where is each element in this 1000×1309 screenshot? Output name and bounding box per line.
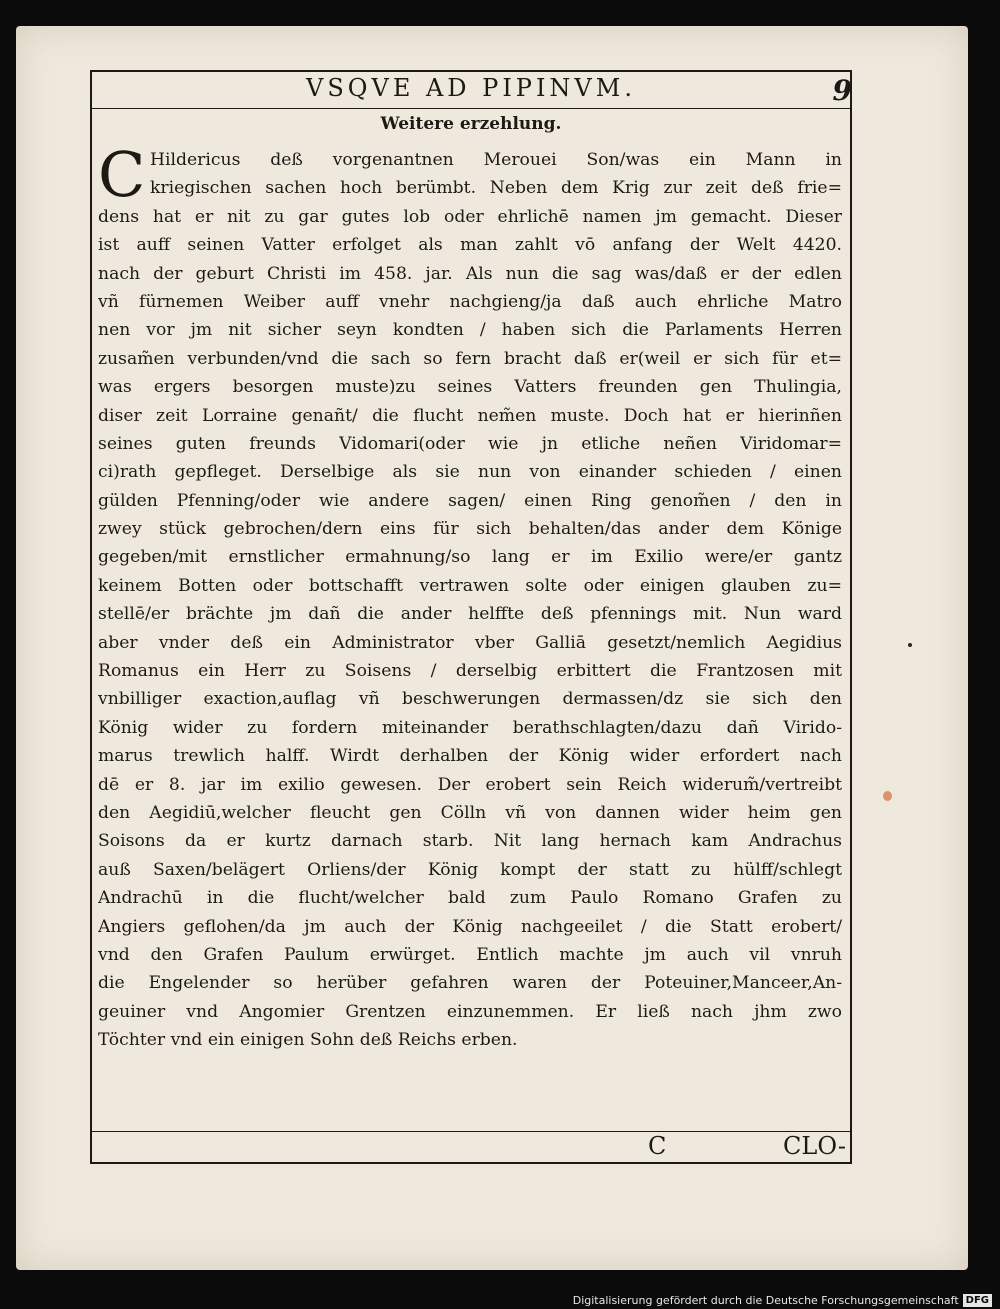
text-line: ci)rath gepfleget. Derselbige als sie nun von einander schieden / einen (98, 462, 842, 483)
text-line: ist auff seinen Vatter erfolget als man zahlt vō anfang der Welt 4420. (98, 235, 842, 256)
text-line: Andrachū in die flucht/welcher bald zum Paulo Romano Grafen zu (98, 888, 842, 909)
drop-cap: C (98, 138, 146, 211)
footer-rule (92, 1131, 850, 1132)
running-title: VSQVE AD PIPINVM. (306, 74, 636, 102)
dfg-logo: DFG (963, 1294, 992, 1307)
text-line: zusam̃en verbunden/vnd die sach so fern bracht daß er(weil er sich für et= (98, 348, 842, 369)
text-line: Töchter vnd ein einigen Sohn deß Reichs erben. (98, 1030, 518, 1051)
text-line: gegeben/mit ernstlicher ermahnung/so lang er im Exilio were/er gantz (98, 547, 842, 568)
text-line: seines guten freunds Vidomari(oder wie jn etliche neñen Viridomar= (98, 433, 842, 454)
text-line: diser zeit Lorraine genañt/ die flucht nem̃en muste. Doch hat er hierinñen (98, 405, 842, 426)
text-line: die Engelender so herüber gefahren waren der Poteuiner,Manceer,An- (98, 973, 842, 994)
text-line: Soisons da er kurtz darnach starb. Nit lang hernach kam Andrachus (98, 831, 842, 852)
text-line: Romanus ein Herr zu Soisens / derselbig erbittert die Frantzosen mit (98, 661, 842, 682)
catchword: CLO- (783, 1132, 846, 1160)
text-line: vnbilliger exaction,auflag vñ beschwerungen dermassen/dz sie sich den (98, 689, 842, 710)
page-number: 9 (832, 74, 852, 107)
text-line: Hildericus deß vorgenantnen Merouei Son/was ein Mann in (150, 150, 842, 170)
text-line: Angiers geflohen/da jm auch der König nachgeeilet / die Statt erobert/ (98, 916, 842, 937)
digitization-credit (573, 1294, 992, 1307)
text-line: aber vnder deß ein Administrator vber Galliā gesetzt/nemlich Aegidius (98, 632, 842, 653)
header-rule (92, 108, 850, 109)
text-line: kriegischen sachen hoch berümbt. Neben dem Krig zur zeit deß frie= (150, 178, 842, 199)
ink-speck (908, 643, 912, 647)
text-line: gülden Pfenning/oder wie andere sagen/ einen Ring genom̃en / den in (98, 490, 842, 511)
text-line: auß Saxen/belägert Orliens/der König kompt der statt zu hülff/schlegt (98, 859, 842, 880)
text-line: geuiner vnd Angomier Grentzen einzunemmen. Er ließ nach jhm zwo (98, 1001, 842, 1022)
text-line: nen vor jm nit sicher seyn kondten / haben sich die Parlaments Herren (98, 320, 842, 341)
text-line: dē er 8. jar im exilio gewesen. Der erobert sein Reich widerum̃/vertreibt (98, 774, 842, 795)
text-line: was ergers besorgen muste)zu seines Vatters freunden gen Thulingia, (98, 377, 842, 398)
book-page (16, 26, 968, 1270)
text-line: vnd den Grafen Paulum erwürget. Entlich machte jm auch vil vnruh (98, 944, 842, 965)
text-line: stellē/er brächte jm dañ die ander helffte deß pfennings mit. Nun ward (98, 604, 842, 625)
paper-stain (883, 791, 892, 801)
text-line: nach der geburt Christi im 458. jar. Als nun die sag was/daß er der edlen (98, 263, 842, 284)
text-line: den Aegidiū,welcher fleucht gen Cölln vñ von dannen wider heim gen (98, 802, 842, 823)
text-line: dens hat er nit zu gar gutes lob oder ehrlichē namen jm gemacht. Dieser (98, 206, 842, 227)
credit-text: Digitalisierung gefördert durch die Deutsche Forschungsgemeinschaft (572, 1294, 959, 1307)
body-text (98, 138, 842, 1055)
text-line: keinem Botten oder bottschafft vertrawen solte oder einigen glauben zu= (98, 575, 842, 596)
section-heading: Weitere erzehlung. (380, 114, 562, 134)
text-line: marus trewlich halff. Wirdt derhalben der König wider erfordert nach (98, 746, 842, 767)
text-line: vñ fürnemen Weiber auff vnehr nachgieng/ja daß auch ehrliche Matro (98, 291, 842, 312)
text-line: König wider zu fordern miteinander berathschlagten/dazu dañ Virido- (98, 717, 842, 738)
text-line: zwey stück gebrochen/dern eins für sich behalten/das ander dem Könige (98, 519, 842, 540)
text-frame (90, 70, 852, 1164)
signature-mark: C (648, 1132, 667, 1160)
